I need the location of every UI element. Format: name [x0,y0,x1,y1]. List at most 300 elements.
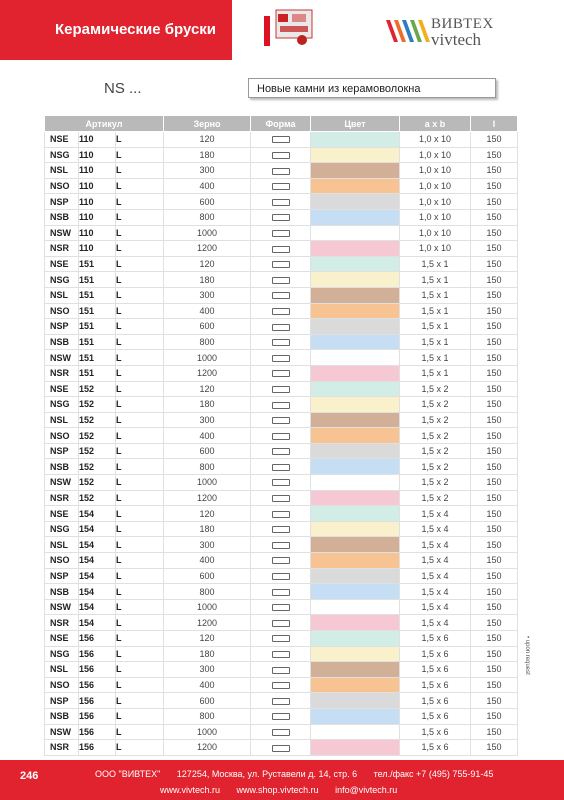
color-swatch [311,287,400,303]
article-number: 154 [79,568,116,584]
color-swatch [311,334,400,350]
table-row [45,256,518,272]
table-row [45,459,518,475]
article-number: 156 [79,677,116,693]
rectangle-shape-icon [272,698,290,705]
product-table [44,115,518,756]
dimensions-cell: 1,0 x 10 [400,194,471,210]
code: NSL [45,287,79,303]
length-cell: 150 [471,584,518,600]
article-letter: L [116,506,164,522]
length-cell: 150 [471,475,518,491]
article-number: 156 [79,631,116,647]
article-number: 156 [79,662,116,678]
article-number: 151 [79,303,116,319]
table-row [45,708,518,724]
dimensions-cell: 1,5 x 4 [400,615,471,631]
rectangle-shape-icon [272,667,290,674]
article-number: 152 [79,412,116,428]
table-row [45,677,518,693]
rectangle-shape-icon [272,433,290,440]
grit-cell: 800 [164,708,251,724]
length-cell: 150 [471,708,518,724]
color-swatch [311,178,400,194]
grit-cell: 400 [164,428,251,444]
grit-cell: 600 [164,443,251,459]
dimensions-cell: 1,5 x 4 [400,537,471,553]
color-swatch [311,241,400,257]
grit-cell: 600 [164,568,251,584]
color-swatch [311,584,400,600]
length-cell: 150 [471,163,518,179]
dimensions-cell: 1,0 x 10 [400,241,471,257]
article-number: 152 [79,490,116,506]
article-number: 151 [79,365,116,381]
table-row [45,631,518,647]
shape-cell [251,724,311,740]
rectangle-shape-icon [272,526,290,533]
code: NSP [45,693,79,709]
code: NSB [45,584,79,600]
dimensions-cell: 1,5 x 1 [400,334,471,350]
length-cell: 150 [471,646,518,662]
length-cell: 150 [471,740,518,756]
dimensions-cell: 1,5 x 1 [400,350,471,366]
article-number: 154 [79,553,116,569]
article-number: 110 [79,194,116,210]
grit-cell: 300 [164,662,251,678]
shape-cell [251,209,311,225]
shape-cell [251,677,311,693]
footer-shop-link[interactable]: www.shop.vivtech.ru [236,785,319,795]
article-number: 154 [79,506,116,522]
dimensions-cell: 1,5 x 2 [400,412,471,428]
dimensions-cell: 1,5 x 1 [400,287,471,303]
color-swatch [311,209,400,225]
table-row [45,615,518,631]
table-row [45,178,518,194]
color-swatch [311,443,400,459]
color-swatch [311,225,400,241]
page-number: 246 [20,770,39,782]
grit-cell: 600 [164,319,251,335]
shape-cell [251,194,311,210]
length-cell: 150 [471,412,518,428]
table-row [45,365,518,381]
code: NSG [45,646,79,662]
article-number: 151 [79,350,116,366]
article-letter: L [116,584,164,600]
article-number: 156 [79,693,116,709]
code: NSW [45,350,79,366]
table-row [45,287,518,303]
article-letter: L [116,350,164,366]
color-swatch [311,646,400,662]
length-cell: 150 [471,677,518,693]
article-number: 110 [79,209,116,225]
table-row [45,334,518,350]
shape-cell [251,319,311,335]
shape-cell [251,490,311,506]
shape-cell [251,537,311,553]
code: NSB [45,209,79,225]
grit-cell: 180 [164,397,251,413]
dimensions-cell: 1,5 x 6 [400,693,471,709]
dimensions-cell: 1,5 x 4 [400,521,471,537]
length-cell: 150 [471,553,518,569]
table-row [45,568,518,584]
article-letter: L [116,272,164,288]
rectangle-shape-icon [272,339,290,346]
article-letter: L [116,132,164,148]
color-swatch [311,506,400,522]
article-letter: L [116,475,164,491]
article-number: 152 [79,428,116,444]
code: NSO [45,553,79,569]
description-box: Новые камни из керамоволокна [248,78,496,98]
footer-company: ООО "ВИВТЕХ" [95,769,161,779]
code: NSL [45,537,79,553]
table-row [45,553,518,569]
rectangle-shape-icon [272,573,290,580]
color-swatch [311,319,400,335]
shape-cell [251,475,311,491]
dimensions-cell: 1,5 x 4 [400,599,471,615]
article-number: 110 [79,132,116,148]
page-title: Керамические бруски [55,21,217,38]
shape-cell [251,334,311,350]
code: NSB [45,334,79,350]
article-letter: L [116,553,164,569]
article-letter: L [116,521,164,537]
dimensions-cell: 1,5 x 2 [400,490,471,506]
length-cell: 150 [471,334,518,350]
length-cell: 150 [471,631,518,647]
grit-cell: 180 [164,646,251,662]
rectangle-shape-icon [272,386,290,393]
article-number: 151 [79,319,116,335]
color-swatch [311,724,400,740]
table-row [45,537,518,553]
article-letter: L [116,163,164,179]
article-letter: L [116,194,164,210]
dimensions-cell: 1,5 x 1 [400,256,471,272]
shape-cell [251,287,311,303]
dimensions-cell: 1,5 x 6 [400,677,471,693]
rectangle-shape-icon [272,277,290,284]
article-letter: L [116,724,164,740]
length-cell: 150 [471,209,518,225]
color-swatch [311,147,400,163]
article-letter: L [116,428,164,444]
dimensions-cell: 1,0 x 10 [400,178,471,194]
length-cell: 150 [471,241,518,257]
length-cell: 150 [471,132,518,148]
code: NSE [45,506,79,522]
grit-cell: 120 [164,381,251,397]
table-body [45,132,518,756]
shape-cell [251,740,311,756]
rectangle-shape-icon [272,620,290,627]
length-cell: 150 [471,599,518,615]
code: NSE [45,381,79,397]
rectangle-shape-icon [272,713,290,720]
code: NSB [45,459,79,475]
code: NSR [45,365,79,381]
grit-cell: 400 [164,677,251,693]
color-swatch [311,256,400,272]
article-number: 151 [79,256,116,272]
shape-cell [251,708,311,724]
length-cell: 150 [471,397,518,413]
dimensions-cell: 1,5 x 4 [400,506,471,522]
shape-cell [251,459,311,475]
rectangle-shape-icon [272,308,290,315]
color-swatch [311,163,400,179]
grit-cell: 300 [164,537,251,553]
rectangle-shape-icon [272,604,290,611]
shape-cell [251,428,311,444]
grit-cell: 1000 [164,599,251,615]
color-swatch [311,475,400,491]
article-number: 154 [79,584,116,600]
table-header-row [45,116,518,132]
dimensions-cell: 1,5 x 2 [400,475,471,491]
color-swatch [311,615,400,631]
article-number: 156 [79,740,116,756]
grit-cell: 1000 [164,724,251,740]
dimensions-cell: 1,0 x 10 [400,147,471,163]
dimensions-cell: 1,5 x 6 [400,646,471,662]
length-cell: 150 [471,147,518,163]
header-shape: Форма [251,116,311,132]
article-letter: L [116,397,164,413]
table-row [45,241,518,257]
grit-cell: 1200 [164,365,251,381]
rectangle-shape-icon [272,292,290,299]
rectangle-shape-icon [272,183,290,190]
table-row [45,724,518,740]
length-cell: 150 [471,194,518,210]
code: NSR [45,740,79,756]
table-row [45,397,518,413]
article-number: 156 [79,724,116,740]
length-cell: 150 [471,537,518,553]
rectangle-shape-icon [272,682,290,689]
article-number: 152 [79,459,116,475]
grit-cell: 1000 [164,475,251,491]
dimensions-cell: 1,0 x 10 [400,163,471,179]
color-swatch [311,537,400,553]
article-number: 156 [79,708,116,724]
shape-cell [251,397,311,413]
code: NSP [45,443,79,459]
rectangle-shape-icon [272,448,290,455]
grit-cell: 1000 [164,350,251,366]
article-number: 110 [79,225,116,241]
shape-cell [251,443,311,459]
article-letter: L [116,319,164,335]
length-cell: 150 [471,521,518,537]
length-cell: 150 [471,693,518,709]
dimensions-cell: 1,0 x 10 [400,225,471,241]
grit-cell: 180 [164,521,251,537]
table-row [45,693,518,709]
table-row [45,303,518,319]
article-number: 151 [79,272,116,288]
table-row [45,132,518,148]
color-swatch [311,693,400,709]
shape-cell [251,178,311,194]
color-swatch [311,397,400,413]
rectangle-shape-icon [272,542,290,549]
header-article: Артикул [45,116,164,132]
code: NSG [45,147,79,163]
article-letter: L [116,365,164,381]
rectangle-shape-icon [272,168,290,175]
header-color: Цвет [311,116,400,132]
code: NSE [45,256,79,272]
color-swatch [311,381,400,397]
article-number: 156 [79,646,116,662]
table-row [45,599,518,615]
rectangle-shape-icon [272,136,290,143]
rectangle-shape-icon [272,745,290,752]
dimensions-cell: 1,0 x 10 [400,132,471,148]
color-swatch [311,428,400,444]
code: NSR [45,490,79,506]
color-swatch [311,412,400,428]
code: NSE [45,631,79,647]
rectangle-shape-icon [272,402,290,409]
length-cell: 150 [471,443,518,459]
code: NSW [45,475,79,491]
dimensions-cell: 1,5 x 4 [400,568,471,584]
color-swatch [311,599,400,615]
article-number: 154 [79,615,116,631]
side-note: • upon request [524,636,530,675]
rectangle-shape-icon [272,589,290,596]
grit-cell: 400 [164,553,251,569]
footer-address: 127254, Москва, ул. Руставели д. 14, стр. 6 [176,769,358,779]
code: NSL [45,412,79,428]
article-letter: L [116,677,164,693]
grit-cell: 120 [164,132,251,148]
grit-cell: 600 [164,693,251,709]
article-letter: L [116,303,164,319]
grit-cell: 1200 [164,241,251,257]
article-letter: L [116,209,164,225]
length-cell: 150 [471,381,518,397]
shape-cell [251,662,311,678]
article-letter: L [116,693,164,709]
code: NSO [45,303,79,319]
article-letter: L [116,443,164,459]
table-row [45,506,518,522]
shape-cell [251,599,311,615]
article-number: 110 [79,147,116,163]
color-swatch [311,490,400,506]
article-letter: L [116,646,164,662]
code: NSG [45,397,79,413]
length-cell: 150 [471,272,518,288]
article-letter: L [116,381,164,397]
length-cell: 150 [471,428,518,444]
shape-cell [251,225,311,241]
dimensions-cell: 1,5 x 6 [400,724,471,740]
dimensions-cell: 1,5 x 6 [400,662,471,678]
article-number: 152 [79,443,116,459]
code: NSG [45,521,79,537]
dimensions-cell: 1,5 x 2 [400,443,471,459]
table-row [45,272,518,288]
table-row [45,428,518,444]
dimensions-cell: 1,5 x 4 [400,553,471,569]
article-letter: L [116,287,164,303]
shape-cell [251,584,311,600]
footer-contacts [95,769,507,779]
length-cell: 150 [471,506,518,522]
color-swatch [311,132,400,148]
rectangle-shape-icon [272,635,290,642]
table-row [45,412,518,428]
article-number: 110 [79,163,116,179]
grit-cell: 1200 [164,615,251,631]
shape-cell [251,365,311,381]
article-number: 152 [79,475,116,491]
code: NSB [45,708,79,724]
footer-site-link[interactable]: www.vivtech.ru [160,785,221,795]
shape-cell [251,568,311,584]
code: NSL [45,662,79,678]
dimensions-cell: 1,5 x 2 [400,428,471,444]
shape-cell [251,521,311,537]
grit-cell: 180 [164,147,251,163]
article-letter: L [116,459,164,475]
shape-cell [251,693,311,709]
code: NSR [45,241,79,257]
rectangle-shape-icon [272,261,290,268]
article-letter: L [116,615,164,631]
length-cell: 150 [471,662,518,678]
grit-cell: 800 [164,334,251,350]
dimensions-cell: 1,5 x 2 [400,459,471,475]
rectangle-shape-icon [272,417,290,424]
shape-cell [251,381,311,397]
article-letter: L [116,662,164,678]
code: NSO [45,428,79,444]
length-cell: 150 [471,490,518,506]
dimensions-cell: 1,5 x 1 [400,272,471,288]
shape-cell [251,272,311,288]
grit-cell: 120 [164,631,251,647]
dimensions-cell: 1,5 x 2 [400,397,471,413]
rectangle-shape-icon [272,355,290,362]
table-row [45,319,518,335]
color-swatch [311,553,400,569]
table-row [45,147,518,163]
rectangle-shape-icon [272,557,290,564]
shape-cell [251,303,311,319]
dimensions-cell: 1,5 x 1 [400,365,471,381]
grit-cell: 800 [164,209,251,225]
color-swatch [311,708,400,724]
footer-email-link[interactable]: info@vivtech.ru [335,785,398,795]
rectangle-shape-icon [272,464,290,471]
article-number: 154 [79,537,116,553]
table-row [45,662,518,678]
code: NSW [45,724,79,740]
